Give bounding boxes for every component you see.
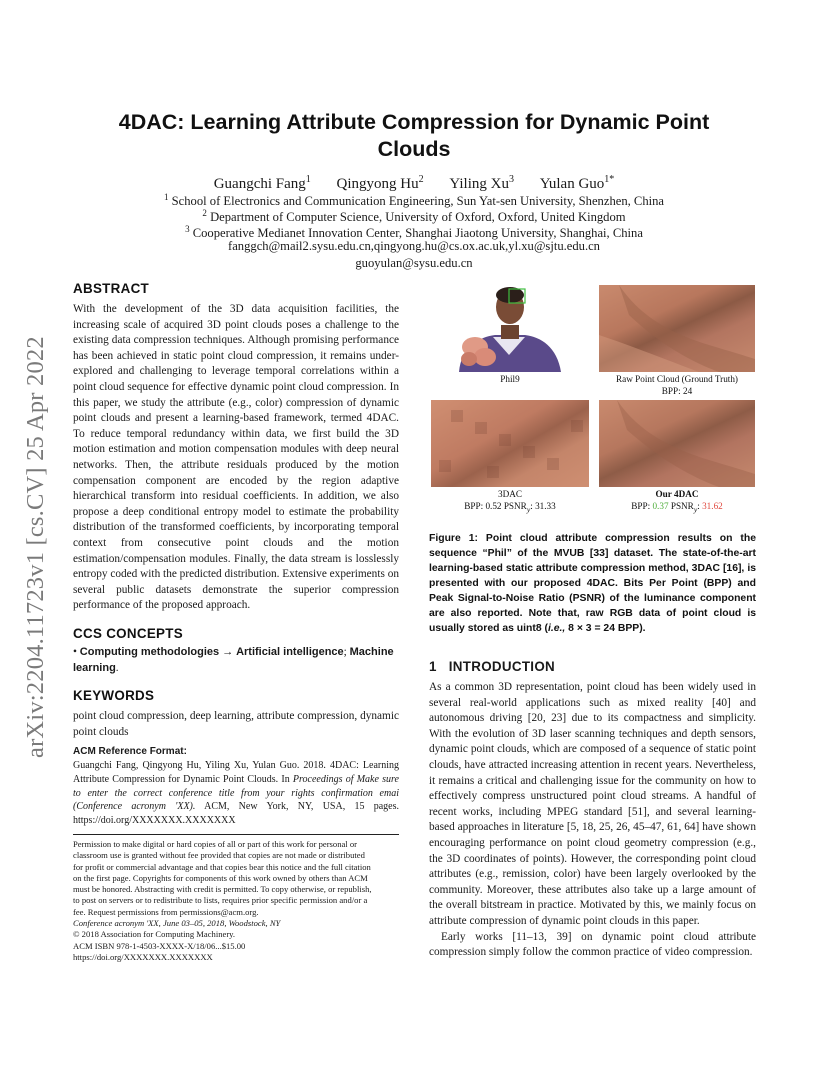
author: Yiling Xu$^3$ xyxy=(449,174,514,192)
intro-paragraph: As a common 3D representation, point cloud has been widely used in several real-world applications such as mixed reality [40] and autonomous driving [20, 23] due to its compactness and simplicity. With the evolution of 3D laser scanning techniques and depth sensors, dynamic point clouds, which are composed of a sequence of static point clouds, have attracted increasing attention in recent years. Nevertheless, it remains a critical and challenging issue for the community on how to effectively compress unstructured point cloud streams. A handful of recent works, including MPEG standard [51], and several learning-based approaches in literature [5, 18, 25, 26, 45–47, 61, 64] have shown encouraging performance on point cloud geometry compression (e.g., the 3D coordinates of points). However, the corresponding point cloud attributes (e.g., remission, color) have been largely overlooked by the community. Moreover, these attributes also take up a large amount of the overall bitstream in practice. Motivated by this, we mainly focus on attribute compression of dynamic point clouds in this paper. xyxy=(429,681,756,927)
permission-footnote: Permission to make digital or hard copies of all or part of this work for personal or classroom use is granted without fee provided that copies are not made or distributed for profit or commercial advantage and that copies bear this notice and the full citation on the first page. Copyrights for components of this work owned by others than ACM must be honored. Abstracting with credit is permitted. To copy otherwise, or republish, to post on servers or to redistribute to lists, requires prior specific permission and/or a fee. Request permissions from permissions@acm.org. Conference acronym 'XX, June 03–05, 2018, Woodstock, NY © 2018 Association for Computing Machinery. ACM ISBN 978-1-4503-XXXX-X/18/06...$15.00 https://doi.org/XXXXXXX.XXXXXXX xyxy=(73,839,372,962)
author-emails: guoyulan@sysu.edu.cn xyxy=(355,256,473,270)
affiliation: $^1$ School of Electronics and Communication Engineering, Sun Yat-sen University, Shenzhen, China xyxy=(163,192,665,209)
figure-label-3dac: 3DAC BPP: 0.52 $PSNR_y$: 31.33 xyxy=(464,489,556,514)
figure-caption: Figure 1: Point cloud attribute compression results on the sequence “Phil” of the MVUB [33] dataset. The state-of-the-art learning-based static attribute compression method, 3DAC [16], is presented with our proposed 4DAC. Bits Per Point (BPP) and Peak Signal-to-Noise Ratio (PSNR) of the luminance component are also reported. Note that, raw RGB data of point cloud is usually stored as uint8 (i.e., 8 × 3 = 24 BPP). xyxy=(429,533,756,634)
author: Yulan Guo$^{1*}$ xyxy=(539,174,615,192)
figure-3dac-image xyxy=(431,400,589,487)
acm-reference: Guangchi Fang, Qingyong Hu, Yiling Xu, Yulan Guo. 2018. 4DAC: Learning Attribute Compression for Dynamic Point Clouds. In Proceedings of Make sure to enter the correct conference title from your rights confirmation emai (Conference acronym 'XX). ACM, New York, NY, USA, 15 pages. https://doi.org/XXXXXXX.XXXXXXX xyxy=(73,760,399,827)
footnote-rule xyxy=(73,834,399,835)
introduction-body xyxy=(429,680,756,961)
title-line-1: 4DAC: Learning Attribute Compression for Dynamic Point xyxy=(118,110,710,134)
person-illustration xyxy=(431,285,589,372)
affiliation: $^2$ Department of Computer Science, University of Oxford, Oxford, United Kingdom xyxy=(202,208,626,225)
acm-ref-heading: ACM Reference Format: xyxy=(73,746,187,757)
ccs-concepts: • Computing methodologies → Artificial intelligence; Machine learning. xyxy=(73,646,394,674)
author: Qingyong Hu$^2$ xyxy=(336,174,424,192)
arxiv-stamp: arXiv:2204.11723v1 [cs.CV] 25 Apr 2022 xyxy=(22,336,49,758)
intro-paragraph: Early works [11–13, 39] on dynamic point cloud attribute compression simply follow the common practice of video compression. xyxy=(429,930,756,959)
figure-label-raw: Raw Point Cloud (Ground Truth) BPP: 24 xyxy=(615,374,738,396)
keywords-heading: KEYWORDS xyxy=(73,688,155,703)
introduction-heading: 1 INTRODUCTION xyxy=(429,659,556,674)
ccs-heading: CCS CONCEPTS xyxy=(73,626,183,641)
figure-phil-image xyxy=(431,285,589,372)
figure-label-phil: Phil9 xyxy=(500,374,520,384)
affiliation: $^3$ Cooperative Medianet Innovation Center, Shanghai Jiaotong University, Shanghai, China xyxy=(185,224,643,241)
skin-texture xyxy=(599,285,755,372)
figure-raw-image xyxy=(599,285,755,372)
author: Guangchi Fang$^1$ xyxy=(213,174,311,192)
abstract-body: With the development of the 3D data acquisition facilities, the increasing scale of acquired 3D point clouds poses a challenge to the existing data compression techniques. Although promising performance has been achieved in static point cloud compression, it remains under-explored and challenging to leverage temporal correlations within a point cloud sequence for effective dynamic point cloud compression. In this paper, we study the attribute (e.g., color) compression of dynamic point clouds and present a learning-based framework, termed 4DAC. To reduce temporal redundancy within data, we first build the 3D motion estimation and motion compensation modules with deep neural networks. Then, the attribute residuals produced by the motion compensation component are encoded by the region adaptive hierarchical transform into residual coefficients. In addition, we also propose a deep conditional entropy model to estimate the probability distribution of the transformed coefficients, by incorporating temporal context from consecutive point clouds and the motion estimation/compensation modules. Finally, the data stream is losslessly entropy coded with the predicted distribution. Extensive experiments on several public datasets demonstrate the superior compression performance of the proposed approach. xyxy=(73,303,399,612)
title-line-2: Clouds xyxy=(377,137,451,161)
author-emails: fanggch@mail2.sysu.edu.cn,qingyong.hu@cs.ox.ac.uk,yl.xu@sjtu.edu.cn xyxy=(228,239,600,253)
skin-texture xyxy=(599,400,755,487)
abstract-heading: ABSTRACT xyxy=(73,281,150,296)
figure-label-4dac: Our 4DAC BPP: 0.37 $PSNR_y$: 31.62 xyxy=(631,489,723,514)
blocky-texture xyxy=(431,400,589,487)
keywords-body: point cloud compression, deep learning, attribute compression, dynamic point clouds xyxy=(73,710,399,738)
paper-title xyxy=(96,109,732,163)
figure-4dac-image xyxy=(599,400,755,487)
